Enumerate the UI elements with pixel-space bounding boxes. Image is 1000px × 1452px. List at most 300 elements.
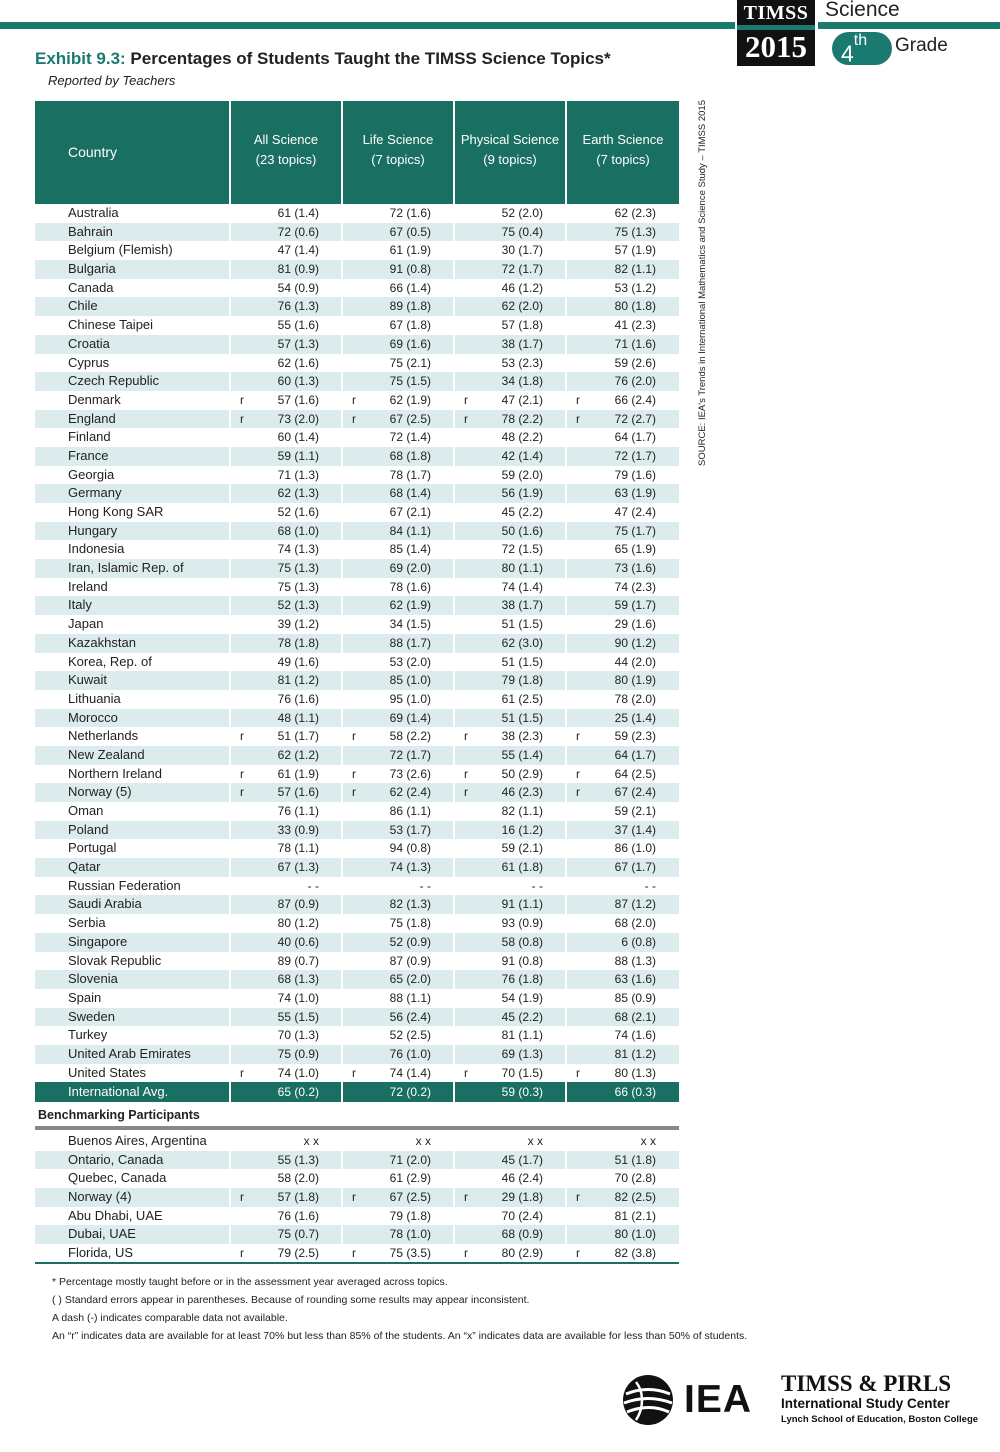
value-cell: 79 (2.5) (277, 1246, 319, 1261)
exhibit-title: Percentages of Students Taught the TIMSS Science Topics* (130, 49, 611, 68)
value-cell: 75 (0.7) (277, 1227, 319, 1242)
value-cell: 51 (1.7) (277, 729, 319, 744)
country-cell: Australia (68, 205, 119, 220)
table-row (35, 1026, 679, 1045)
value-cell: 69 (2.0) (389, 561, 431, 576)
value-cell: x x (640, 1134, 656, 1148)
value-cell: 47 (2.4) (614, 505, 656, 519)
table-row (35, 709, 679, 728)
table-row (35, 279, 679, 298)
value-cell: 76 (1.3) (277, 299, 319, 314)
reliability-flag: r (576, 411, 580, 426)
country-cell: Italy (68, 597, 92, 613)
value-cell: 64 (1.7) (614, 430, 656, 445)
value-cell: 80 (1.1) (501, 561, 543, 576)
country-cell: Russian Federation (68, 877, 181, 893)
table-row (35, 933, 679, 952)
value-cell: 67 (1.7) (614, 860, 656, 875)
value-cell: 80 (2.9) (501, 1246, 543, 1261)
value-cell: 66 (0.3) (614, 1085, 656, 1100)
value-cell: 54 (1.9) (501, 990, 543, 1005)
value-cell: 49 (1.6) (277, 654, 319, 669)
value-cell: 71 (1.6) (614, 336, 656, 351)
value-cell: 63 (1.9) (614, 486, 656, 501)
value-cell: 61 (1.8) (501, 860, 543, 875)
table-row (35, 354, 679, 373)
value-cell: 60 (1.3) (277, 374, 319, 389)
table-row (35, 1045, 679, 1064)
value-cell: 76 (1.6) (277, 691, 319, 706)
reliability-flag: r (464, 392, 468, 407)
value-cell: 87 (0.9) (277, 897, 319, 912)
value-cell: 76 (1.1) (277, 804, 319, 818)
footnote: * Percentage mostly taught before or in the assessment year averaged across topics. (52, 1276, 448, 1288)
value-cell: 81 (1.2) (614, 1046, 656, 1061)
value-cell: 6 (0.8) (621, 934, 656, 949)
value-cell: 91 (0.8) (501, 953, 543, 968)
country-cell: Kazakhstan (68, 634, 136, 650)
country-cell: Netherlands (68, 728, 139, 744)
country-cell: Korea, Rep. of (68, 653, 152, 669)
value-cell: 70 (1.3) (277, 1028, 319, 1043)
country-cell: Norway (5) (68, 784, 132, 800)
footnote: An “r” indicates data are available for at least 70% but less than 85% of the students. An “x” indicates data are available for less than 50% of students. (52, 1330, 748, 1342)
table-row (35, 839, 679, 858)
table-row (35, 1244, 679, 1263)
table-row (35, 1008, 679, 1027)
value-cell: x x (415, 1134, 431, 1148)
value-cell: 76 (2.0) (614, 374, 656, 389)
value-cell: 45 (2.2) (501, 1009, 543, 1024)
value-cell: 69 (1.6) (389, 336, 431, 351)
value-cell: 76 (1.6) (277, 1208, 319, 1223)
value-cell: 38 (2.3) (501, 729, 543, 744)
value-cell: 78 (1.7) (389, 467, 431, 482)
value-cell: 47 (1.4) (277, 243, 319, 258)
value-cell: 74 (1.4) (501, 579, 543, 594)
grade-badge (832, 32, 892, 65)
value-cell: 91 (0.8) (389, 262, 431, 277)
timss-pirls-wordmark: TIMSS & PIRLS (781, 1371, 951, 1396)
value-cell: 55 (1.3) (277, 1152, 319, 1167)
table-row (35, 690, 679, 709)
value-cell: 89 (0.7) (277, 953, 319, 968)
header-rule (0, 22, 735, 29)
country-cell: Sweden (68, 1008, 115, 1024)
value-cell: 88 (1.1) (389, 990, 431, 1005)
table-row (35, 391, 679, 410)
reliability-flag: r (576, 785, 580, 800)
country-cell: Quebec, Canada (68, 1170, 167, 1186)
value-cell: 74 (1.3) (389, 860, 431, 875)
country-cell: Spain (68, 989, 102, 1005)
value-cell: - - (307, 878, 319, 893)
table-row (35, 241, 679, 260)
value-cell: 33 (0.9) (277, 822, 319, 837)
reliability-flag: r (576, 1065, 580, 1080)
table-row (35, 578, 679, 597)
benchmark-table (35, 1132, 679, 1263)
country-cell: Qatar (68, 859, 101, 875)
country-cell: Cyprus (68, 354, 110, 370)
reliability-flag: r (240, 766, 244, 781)
value-cell: 29 (1.6) (614, 617, 656, 632)
value-cell: 72 (1.7) (501, 262, 543, 277)
value-cell: 71 (1.3) (277, 467, 319, 482)
value-cell: 86 (1.0) (614, 841, 656, 856)
table-row (35, 783, 679, 802)
value-cell: 67 (2.5) (389, 411, 431, 426)
value-cell: 59 (2.6) (614, 355, 656, 370)
country-cell: United Arab Emirates (68, 1045, 191, 1061)
value-cell: 46 (2.4) (501, 1171, 543, 1186)
country-cell: Turkey (68, 1027, 108, 1043)
grade-label: Grade (895, 35, 948, 56)
value-cell: 59 (1.7) (614, 598, 656, 613)
reliability-flag: r (352, 1065, 356, 1080)
value-cell: 64 (2.5) (614, 766, 656, 781)
value-cell: 68 (1.4) (389, 486, 431, 501)
country-cell: France (68, 447, 109, 463)
reliability-flag: r (464, 411, 468, 426)
country-cell: Chinese Taipei (68, 317, 154, 333)
table-row (35, 653, 679, 672)
value-cell: 67 (2.1) (389, 505, 431, 519)
value-cell: 39 (1.2) (277, 617, 319, 632)
grade-number: 4 (841, 40, 854, 67)
value-cell: 81 (1.2) (277, 673, 319, 688)
value-cell: 93 (0.9) (501, 916, 543, 931)
value-cell: 70 (2.4) (501, 1208, 543, 1223)
value-cell: 29 (1.8) (501, 1190, 543, 1205)
table-row (35, 765, 679, 784)
value-cell: 38 (1.7) (501, 598, 543, 613)
value-cell: 51 (1.5) (501, 710, 543, 725)
col-header-physical-science: Physical Science (9 topics) (455, 101, 565, 204)
value-cell: 73 (2.0) (277, 411, 319, 426)
value-cell: 72 (1.7) (389, 747, 431, 762)
value-cell: 62 (1.6) (277, 355, 319, 370)
table-row (35, 615, 679, 634)
reliability-flag: r (464, 766, 468, 781)
value-cell: 61 (1.9) (277, 766, 319, 781)
value-cell: 62 (2.4) (389, 785, 431, 800)
value-cell: 91 (1.1) (501, 897, 543, 912)
value-cell: 73 (1.6) (614, 561, 656, 576)
table-row (35, 1169, 679, 1188)
value-cell: 65 (0.2) (277, 1085, 319, 1100)
value-cell: 81 (0.9) (277, 262, 319, 277)
value-cell: 75 (1.8) (389, 916, 431, 931)
reliability-flag: r (240, 1190, 244, 1205)
value-cell: 75 (3.5) (389, 1246, 431, 1261)
value-cell: x x (527, 1134, 543, 1148)
table-row (35, 316, 679, 335)
table-row (35, 503, 679, 522)
value-cell: 58 (2.2) (389, 729, 431, 744)
value-cell: 82 (1.1) (501, 804, 543, 818)
reliability-flag: r (464, 1190, 468, 1205)
page-subtitle: Reported by Teachers (48, 73, 176, 88)
value-cell: 52 (1.3) (277, 598, 319, 613)
value-cell: 53 (1.7) (389, 822, 431, 837)
table-row (35, 410, 679, 429)
value-cell: 88 (1.7) (389, 635, 431, 650)
value-cell: 54 (0.9) (277, 280, 319, 295)
country-cell: Iran, Islamic Rep. of (68, 560, 184, 576)
value-cell: 78 (1.1) (277, 841, 319, 856)
value-cell: 59 (2.1) (614, 804, 656, 818)
country-cell: Denmark (68, 391, 121, 407)
country-cell: Serbia (68, 915, 106, 931)
value-cell: 75 (2.1) (389, 355, 431, 370)
value-cell: 95 (1.0) (389, 691, 431, 706)
value-cell: 51 (1.5) (501, 617, 543, 632)
value-cell: 66 (1.4) (389, 280, 431, 295)
country-cell: Morocco (68, 709, 118, 725)
value-cell: 62 (1.2) (277, 747, 319, 762)
value-cell: 74 (1.6) (614, 1028, 656, 1043)
value-cell: 72 (1.6) (389, 206, 431, 220)
isc-affiliation: Lynch School of Education, Boston College (781, 1414, 979, 1425)
table-row (35, 223, 679, 242)
value-cell: 74 (1.3) (277, 542, 319, 557)
country-cell: Czech Republic (68, 373, 160, 389)
value-cell: 46 (1.2) (501, 280, 543, 295)
value-cell: 59 (0.3) (501, 1085, 543, 1100)
reliability-flag: r (240, 1246, 244, 1261)
value-cell: 72 (1.7) (614, 448, 656, 463)
reliability-flag: r (240, 392, 244, 407)
country-cell: England (68, 410, 116, 426)
table-row (35, 596, 679, 615)
country-cell: Poland (68, 821, 109, 837)
value-cell: 94 (0.8) (389, 841, 431, 856)
table-bottom-rule (35, 1262, 679, 1264)
value-cell: 56 (2.4) (389, 1009, 431, 1024)
country-cell: Dubai, UAE (68, 1226, 136, 1242)
reliability-flag: r (464, 785, 468, 800)
value-cell: 72 (0.2) (389, 1085, 431, 1100)
value-cell: 75 (1.3) (277, 579, 319, 594)
reliability-flag: r (240, 411, 244, 426)
table-row (35, 260, 679, 279)
value-cell: 50 (2.9) (501, 766, 543, 781)
value-cell: 57 (1.8) (277, 1190, 319, 1205)
reliability-flag: r (240, 729, 244, 744)
iea-globe-icon (622, 1374, 674, 1426)
table-row (35, 428, 679, 447)
value-cell: 46 (2.3) (501, 785, 543, 800)
reliability-flag: r (576, 1246, 580, 1261)
country-cell: Norway (4) (68, 1189, 132, 1205)
benchmark-heading: Benchmarking Participants (38, 1108, 200, 1122)
value-cell: 62 (1.3) (277, 486, 319, 501)
value-cell: 64 (1.7) (614, 747, 656, 762)
table-row (35, 1064, 679, 1083)
country-cell: Croatia (68, 335, 110, 351)
reliability-flag: r (352, 729, 356, 744)
value-cell: 57 (1.6) (277, 392, 319, 407)
value-cell: 53 (2.3) (501, 355, 543, 370)
table-row (35, 540, 679, 559)
value-cell: 82 (1.3) (389, 897, 431, 912)
country-cell: Hungary (68, 522, 118, 538)
value-cell: 48 (2.2) (501, 430, 543, 445)
value-cell: 62 (3.0) (501, 635, 543, 650)
value-cell: 58 (0.8) (501, 934, 543, 949)
country-cell: Bulgaria (68, 261, 116, 277)
value-cell: 88 (1.3) (614, 953, 656, 968)
value-cell: 85 (0.9) (614, 990, 656, 1005)
value-cell: 59 (2.1) (501, 841, 543, 856)
value-cell: 79 (1.8) (501, 673, 543, 688)
table-row (35, 989, 679, 1008)
value-cell: 38 (1.7) (501, 336, 543, 351)
logo-word: TIMSS (743, 2, 809, 24)
footnote: ( ) Standard errors appear in parentheses. Because of rounding some results may appear inconsistent. (52, 1294, 530, 1306)
value-cell: 52 (2.5) (389, 1028, 431, 1043)
country-cell: Canada (68, 279, 114, 295)
country-cell: Hong Kong SAR (68, 504, 164, 519)
table-row (35, 559, 679, 578)
value-cell: 67 (2.4) (614, 785, 656, 800)
col-header-earth-science: Earth Science (7 topics) (567, 101, 679, 204)
value-cell: 75 (0.9) (277, 1046, 319, 1061)
table-row (35, 1207, 679, 1226)
value-cell: 87 (1.2) (614, 897, 656, 912)
value-cell: 74 (1.4) (389, 1065, 431, 1080)
value-cell: 74 (1.0) (277, 990, 319, 1005)
value-cell: 60 (1.4) (277, 430, 319, 445)
value-cell: 81 (1.1) (501, 1028, 543, 1043)
value-cell: 75 (1.7) (614, 523, 656, 538)
table-row (35, 1188, 679, 1207)
reliability-flag: r (352, 1190, 356, 1205)
value-cell: 57 (1.9) (614, 243, 656, 258)
value-cell: 41 (2.3) (614, 318, 656, 333)
value-cell: 71 (2.0) (389, 1152, 431, 1167)
value-cell: 16 (1.2) (501, 822, 543, 837)
country-cell: Abu Dhabi, UAE (68, 1207, 163, 1223)
value-cell: 53 (2.0) (389, 654, 431, 669)
logo-year: 2015 (745, 29, 807, 64)
reliability-flag: r (464, 1246, 468, 1261)
value-cell: 68 (2.0) (614, 916, 656, 931)
value-cell: 80 (1.9) (614, 673, 656, 688)
value-cell: 50 (1.6) (501, 523, 543, 538)
value-cell: 82 (2.5) (614, 1190, 656, 1205)
value-cell: 51 (1.5) (501, 654, 543, 669)
country-cell: Portugal (68, 840, 117, 856)
table-row (35, 522, 679, 541)
value-cell: 34 (1.8) (501, 374, 543, 389)
reliability-flag: r (240, 785, 244, 800)
value-cell: 72 (1.4) (389, 430, 431, 445)
table-body (35, 204, 679, 1102)
country-cell: Ireland (68, 578, 108, 594)
country-cell: Slovenia (68, 971, 118, 987)
value-cell: 78 (2.2) (501, 411, 543, 426)
timss-2015-logo (737, 0, 815, 66)
exhibit-number: Exhibit 9.3: (35, 49, 126, 68)
table-row (35, 447, 679, 466)
table-row (35, 1132, 679, 1151)
table-row (35, 802, 679, 821)
value-cell: x x (303, 1134, 319, 1148)
country-cell: Japan (68, 616, 104, 632)
country-cell: Saudi Arabia (68, 896, 142, 912)
value-cell: 75 (1.5) (389, 374, 431, 389)
table-row (35, 895, 679, 914)
value-cell: 78 (1.0) (389, 1227, 431, 1242)
table-row (35, 1151, 679, 1170)
value-cell: 52 (1.6) (277, 505, 319, 519)
value-cell: 79 (1.6) (614, 467, 656, 482)
table-row (35, 484, 679, 503)
country-cell: Northern Ireland (68, 765, 162, 781)
reliability-flag: r (352, 1246, 356, 1261)
value-cell: 56 (1.9) (501, 486, 543, 501)
value-cell: 61 (2.9) (389, 1171, 431, 1186)
table-row (35, 372, 679, 391)
value-cell: 55 (1.4) (501, 747, 543, 762)
country-cell: Germany (68, 485, 122, 501)
value-cell: 40 (0.6) (277, 934, 319, 949)
value-cell: 62 (2.0) (501, 299, 543, 314)
table-row (35, 877, 679, 896)
country-cell: Lithuania (68, 690, 121, 706)
value-cell: 80 (1.2) (277, 916, 319, 931)
country-cell: United States (68, 1064, 147, 1080)
source-note (684, 100, 708, 500)
reliability-flag: r (576, 729, 580, 744)
reliability-flag: r (576, 1190, 580, 1205)
table-row (35, 204, 679, 223)
value-cell: 72 (1.5) (501, 542, 543, 557)
value-cell: 67 (0.5) (389, 224, 431, 239)
value-cell: 68 (2.1) (614, 1009, 656, 1024)
value-cell: 67 (1.8) (389, 318, 431, 333)
value-cell: 81 (2.1) (614, 1208, 656, 1223)
footnote: A dash (-) indicates comparable data not available. (52, 1312, 288, 1324)
value-cell: 67 (2.5) (389, 1190, 431, 1205)
value-cell: 63 (1.6) (614, 972, 656, 987)
value-cell: 55 (1.6) (277, 318, 319, 333)
value-cell: 85 (1.0) (389, 673, 431, 688)
reliability-flag: r (464, 729, 468, 744)
value-cell: 55 (1.5) (277, 1009, 319, 1024)
value-cell: 75 (1.3) (277, 561, 319, 576)
header-rule-right (818, 22, 1000, 29)
iea-wordmark: IEA (684, 1378, 753, 1421)
source-text: SOURCE: IEA's Trends in International Mathematics and Science Study – TIMSS 2015 (697, 100, 708, 466)
reliability-flag: r (352, 785, 356, 800)
table-row (35, 914, 679, 933)
value-cell: 87 (0.9) (389, 953, 431, 968)
reliability-flag: r (576, 392, 580, 407)
value-cell: 82 (1.1) (614, 262, 656, 277)
value-cell: 82 (3.8) (614, 1246, 656, 1261)
table-row (35, 1225, 679, 1244)
benchmark-body (35, 1132, 679, 1263)
page-title (35, 49, 611, 69)
footnotes (52, 1273, 747, 1345)
reliability-flag: r (464, 1065, 468, 1080)
value-cell: 70 (1.5) (501, 1065, 543, 1080)
value-cell: 25 (1.4) (614, 710, 656, 725)
value-cell: 65 (1.9) (614, 542, 656, 557)
